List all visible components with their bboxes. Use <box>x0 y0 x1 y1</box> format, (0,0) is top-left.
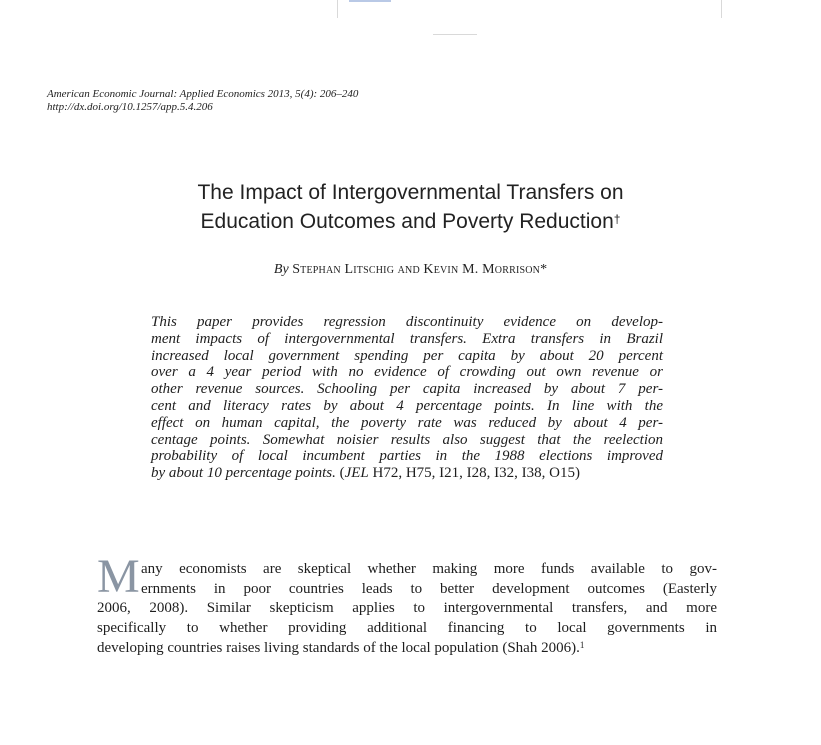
abstract-line: probability of local incumbent parties in the 1988 elections improved <box>151 448 663 465</box>
body-line-2: ernments in poor countries leads to better development outcomes (Easterly <box>141 580 717 597</box>
abstract-line: ment impacts of intergovernmental transfers. Extra transfers in Brazil <box>151 330 663 347</box>
author-conjunction: and <box>397 262 420 277</box>
title-footnote-mark: † <box>613 212 621 226</box>
abstract-line: This paper provides regression discontinuity evidence on develop- <box>151 314 663 330</box>
journal-doi[interactable]: http://dx.doi.org/10.1257/app.5.4.206 <box>47 101 213 113</box>
by-label: By <box>273 262 289 277</box>
paper-title-line-2-text: Education Outcomes and Poverty Reduction <box>200 210 614 233</box>
author-byline <box>0 262 821 278</box>
abstract-line: centage points. Somewhat noisier results also suggest that the reelection <box>151 431 663 448</box>
scan-artifact-line-right <box>721 0 722 18</box>
body-line-4: specifically to whether providing additional financing to local governments in <box>97 620 717 637</box>
abstract-line: other revenue sources. Schooling per capita increased by about 7 per- <box>151 381 663 398</box>
jel-code-list: H72, H75, I21, I28, I32, I38, O15) <box>372 465 580 482</box>
scan-artifact-dash <box>433 34 477 35</box>
paper-title-line-2 <box>0 207 821 236</box>
body-line-3: 2006, 2008). Similar skepticism applies to intergovernmental transfers, and more <box>97 600 717 617</box>
jel-codes <box>340 465 580 481</box>
journal-citation: American Economic Journal: Applied Economics 2013, 5(4): 206–240 <box>47 88 359 100</box>
body-line-5-text: developing countries raises living standards of the local population (Shah 2006). <box>97 639 580 656</box>
abstract <box>151 314 663 482</box>
body-line-5 <box>97 639 717 659</box>
abstract-last-line-text: by about 10 percentage points. <box>151 465 336 482</box>
jel-open-paren: ( <box>339 465 345 482</box>
abstract-line: effect on human capital, the poverty rate was reduced by about 4 per- <box>151 414 663 431</box>
drop-cap: M <box>97 550 140 603</box>
author-stephan-litschig: Stephan Litschig <box>292 262 395 277</box>
paper-title-line-1: The Impact of Intergovernmental Transfers on <box>197 181 624 204</box>
abstract-line: over a 4 year period with no evidence of crowding out own revenue or <box>151 364 663 381</box>
scan-artifact-highlight <box>349 0 391 2</box>
abstract-line: increased local government spending per capita by about 20 percent <box>151 347 663 364</box>
author-kevin-morrison: Kevin M. Morrison <box>423 262 541 277</box>
paper-title <box>0 178 821 236</box>
body-line-1: any economists are skeptical whether making more funds available to gov- <box>141 561 717 577</box>
abstract-last-line <box>151 465 663 482</box>
abstract-line: cent and literacy rates by about 4 percentage points. In line with the <box>151 397 663 414</box>
jel-label: JEL <box>344 465 369 482</box>
author-footnote-mark: * <box>540 262 548 277</box>
journal-header <box>47 88 358 114</box>
body-paragraph <box>97 560 717 659</box>
body-footnote-mark[interactable]: 1 <box>579 639 585 650</box>
scan-artifact-line-left <box>337 0 338 18</box>
